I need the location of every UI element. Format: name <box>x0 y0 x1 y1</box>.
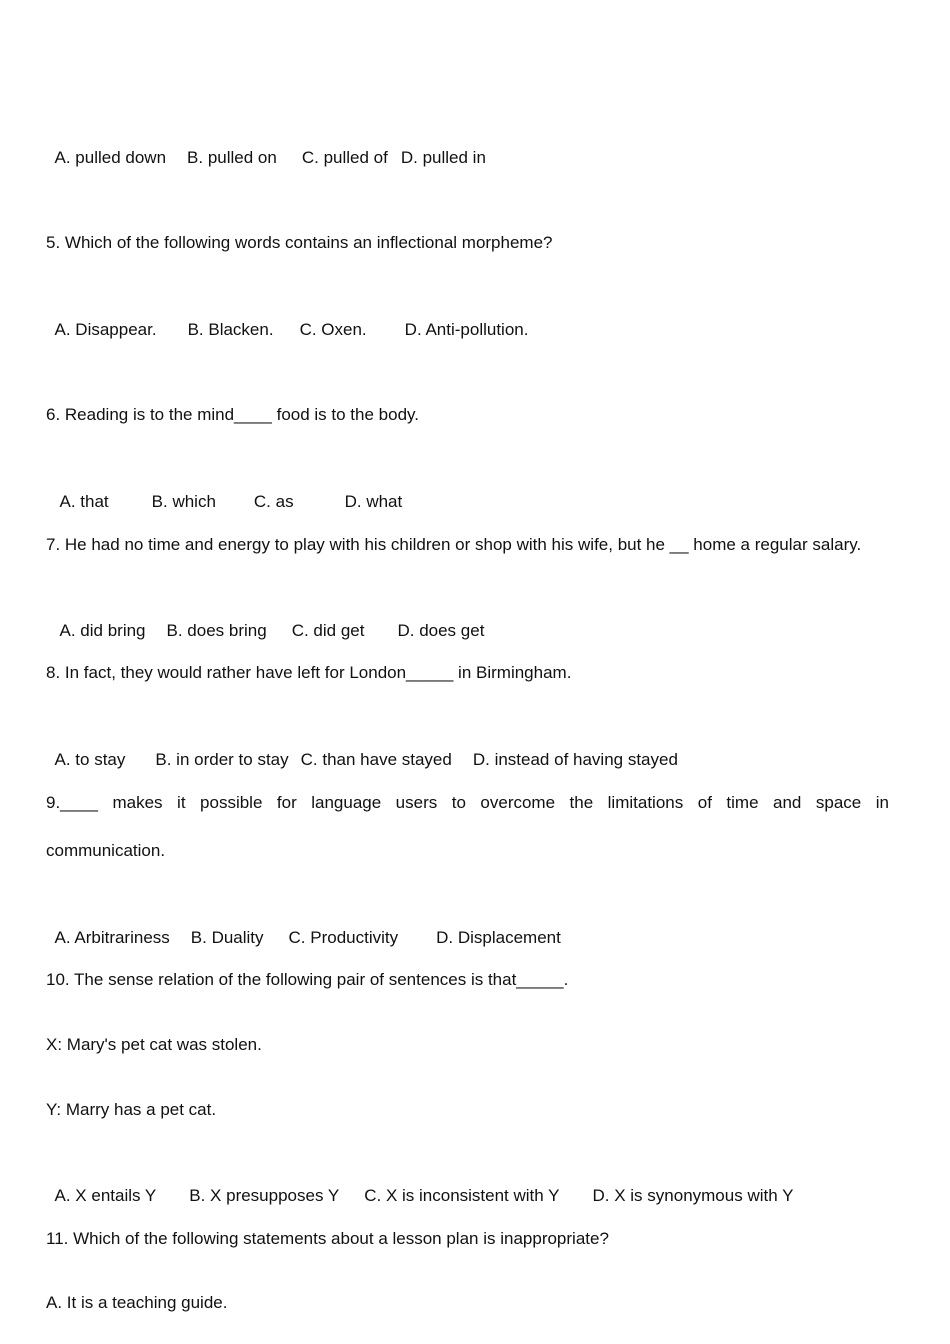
q9-options <box>46 905 561 949</box>
q10-option-a: A. X entails Y <box>54 1186 157 1205</box>
q10-sentence-y: Y: Marry has a pet cat. <box>46 1100 217 1119</box>
q5-option-b: B. Blacken. <box>187 320 274 339</box>
q8-option-a: A. to stay <box>54 750 126 769</box>
q5-option-a: A. Disappear. <box>54 320 157 339</box>
q7-option-c: C. did get <box>291 621 365 640</box>
q9-word: language <box>311 793 382 812</box>
q6-option-d: D. what <box>344 492 403 511</box>
q9-word: makes <box>112 793 163 812</box>
q9-option-b: B. Duality <box>190 928 264 947</box>
q9-word: of <box>697 793 712 812</box>
q10-option-b: B. X presupposes Y <box>189 1186 340 1205</box>
q8-option-c: C. than have stayed <box>300 750 452 769</box>
q9-question-continuation: communication. <box>46 841 166 860</box>
q10-option-d: D. X is synonymous with Y <box>592 1186 794 1205</box>
q4-option-a: A. pulled down <box>54 148 167 167</box>
q7-option-a: A. did bring <box>59 621 146 640</box>
q8-question: 8. In fact, they would rather have left for London_____ in Birmingham. <box>46 663 572 682</box>
q8-option-b: B. in order to stay <box>155 750 289 769</box>
q9-word: overcome <box>480 793 556 812</box>
q7-option-d: D. does get <box>397 621 485 640</box>
q9-word: and <box>773 793 802 812</box>
q10-question: 10. The sense relation of the following pair of sentences is that_____. <box>46 970 569 989</box>
q10-sentence-x: X: Mary's pet cat was stolen. <box>46 1035 262 1054</box>
q10-option-c: C. X is inconsistent with Y <box>364 1186 560 1205</box>
q4-option-d: D. pulled in <box>400 148 486 167</box>
q4-option-b: B. pulled on <box>187 148 277 167</box>
q8-option-d: D. instead of having stayed <box>472 750 678 769</box>
q8-options <box>46 727 678 771</box>
q7-option-b: B. does bring <box>166 621 267 640</box>
q6-option-c: C. as <box>253 492 294 511</box>
q11-option-a: A. It is a teaching guide. <box>46 1293 228 1312</box>
q11-question: 11. Which of the following statements about a lesson plan is inappropriate? <box>46 1229 609 1248</box>
q9-word: in <box>875 793 889 812</box>
q5-options <box>46 297 528 341</box>
q9-word: the <box>569 793 594 812</box>
q9-word: possible <box>200 793 263 812</box>
q9-word: time <box>726 793 759 812</box>
q9-word: to <box>451 793 466 812</box>
q10-options <box>46 1163 793 1207</box>
q6-question: 6. Reading is to the mind____ food is to the body. <box>46 405 419 424</box>
q6-option-b: B. which <box>151 492 216 511</box>
q7-options <box>51 598 484 642</box>
q9-word: limitations <box>607 793 684 812</box>
q9-word: space <box>815 793 862 812</box>
q7-question: 7. He had no time and energy to play with his children or shop with his wife, but he __ home a regular salary. <box>46 535 862 554</box>
q9-word: users <box>395 793 438 812</box>
q4-option-c: C. pulled of <box>301 148 388 167</box>
q4-options <box>46 125 486 169</box>
q6-option-a: A. that <box>59 492 109 511</box>
q9-word: 9.____ <box>46 793 98 812</box>
q5-option-c: C. Oxen. <box>299 320 367 339</box>
q5-question: 5. Which of the following words contains an inflectional morpheme? <box>46 233 553 252</box>
q9-question <box>46 792 889 814</box>
q5-option-d: D. Anti-pollution. <box>404 320 529 339</box>
q9-word: for <box>276 793 297 812</box>
q9-option-c: C. Productivity <box>288 928 399 947</box>
q9-option-d: D. Displacement <box>436 928 561 947</box>
q9-word: it <box>177 793 186 812</box>
q6-options <box>51 469 402 513</box>
q9-option-a: A. Arbitrariness <box>54 928 170 947</box>
